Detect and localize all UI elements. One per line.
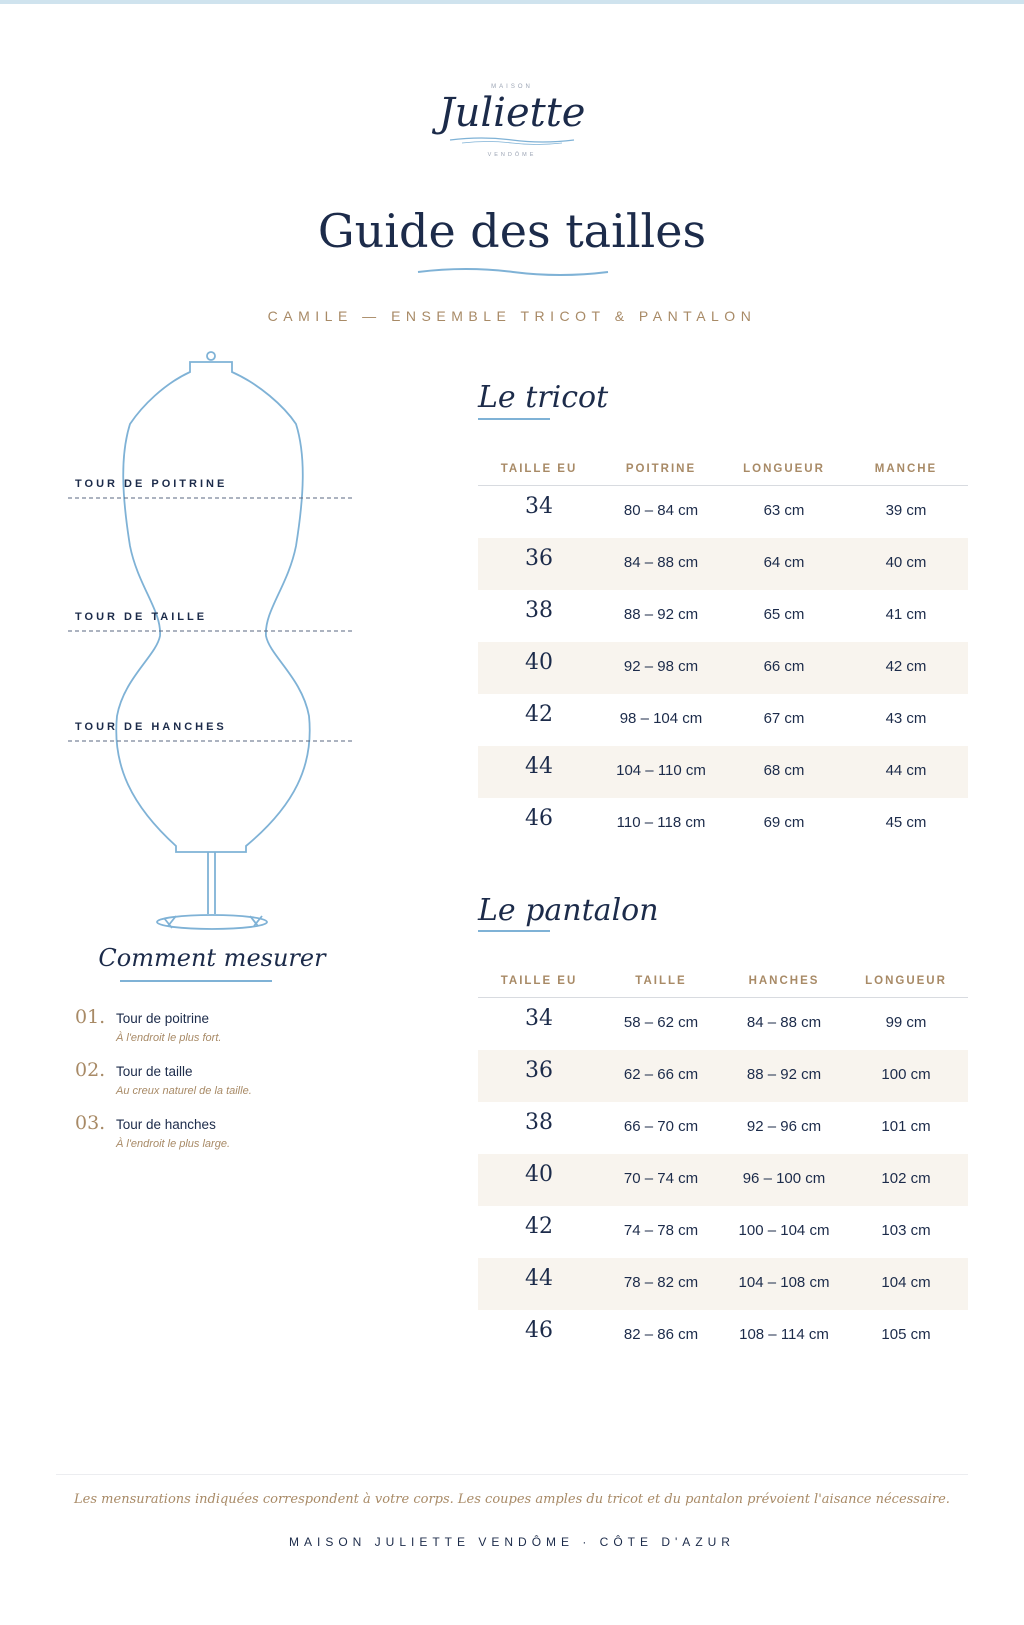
- table-cell: 92 – 96 cm: [746, 1118, 822, 1135]
- table-cell: 67 cm: [763, 710, 805, 727]
- column-header: LONGUEUR: [865, 975, 947, 987]
- table-row: [478, 538, 968, 590]
- table-cell: 99 cm: [885, 1014, 927, 1031]
- table-cell: 104 cm: [881, 1274, 931, 1291]
- column-header: TAILLE EU: [500, 463, 578, 475]
- product-subtitle: CAMILE — ENSEMBLE TRICOT & PANTALON: [267, 308, 757, 324]
- step-number: 01.: [75, 1006, 106, 1028]
- size-cell: 44: [525, 754, 553, 779]
- table-row: [478, 1310, 968, 1362]
- label-chest: TOUR DE POITRINE: [75, 478, 228, 490]
- size-cell: 42: [525, 702, 553, 727]
- column-header: POITRINE: [625, 463, 697, 475]
- section-underline: [478, 418, 550, 420]
- size-cell: 36: [525, 546, 553, 571]
- brand-wave-ornament: [448, 136, 576, 146]
- howto-step: [75, 1059, 375, 1107]
- table-cell: 42 cm: [885, 658, 927, 675]
- size-cell: 40: [525, 1162, 553, 1187]
- step-number: 02.: [75, 1059, 106, 1081]
- table-cell: 43 cm: [885, 710, 927, 727]
- step-title: Tour de hanches: [116, 1117, 216, 1132]
- table-cell: 70 – 74 cm: [623, 1170, 699, 1187]
- table-cell: 40 cm: [885, 554, 927, 571]
- table-cell: 98 – 104 cm: [619, 710, 703, 727]
- dress-form-illustration: [64, 346, 364, 936]
- table-cell: 66 – 70 cm: [623, 1118, 699, 1135]
- table-cell: 74 – 78 cm: [623, 1222, 699, 1239]
- table-cell: 44 cm: [885, 762, 927, 779]
- table-cell: 84 – 88 cm: [746, 1014, 822, 1031]
- table-cell: 88 – 92 cm: [623, 606, 699, 623]
- size-cell: 38: [525, 1110, 553, 1135]
- brand-bottom-word: VENDÔME: [487, 152, 537, 158]
- column-header: LONGUEUR: [743, 463, 825, 475]
- table-cell: 104 – 110 cm: [616, 762, 706, 779]
- table-row: [478, 694, 968, 746]
- size-cell: 46: [525, 1318, 553, 1343]
- table-cell: 41 cm: [885, 606, 927, 623]
- table-cell: 88 – 92 cm: [746, 1066, 822, 1083]
- table-row: [478, 746, 968, 798]
- column-header: TAILLE EU: [500, 975, 578, 987]
- table-row: [478, 486, 968, 538]
- table-cell: 45 cm: [885, 814, 927, 831]
- label-hips: TOUR DE HANCHES: [75, 721, 227, 733]
- table-header: [478, 455, 968, 486]
- table-cell: 64 cm: [763, 554, 805, 571]
- howto-title: Comment mesurer: [98, 944, 326, 972]
- table-row: [478, 642, 968, 694]
- size-cell: 34: [525, 494, 553, 519]
- step-number: 03.: [75, 1112, 106, 1134]
- column-header: TAILLE: [635, 975, 687, 987]
- table-cell: 82 – 86 cm: [623, 1326, 699, 1343]
- section-underline: [478, 930, 550, 932]
- table-cell: 69 cm: [763, 814, 805, 831]
- tricot-size-table: [478, 455, 968, 850]
- table-cell: 68 cm: [763, 762, 805, 779]
- step-title: Tour de taille: [116, 1064, 193, 1079]
- table-cell: 96 – 100 cm: [742, 1170, 826, 1187]
- table-row: [478, 798, 968, 850]
- table-cell: 66 cm: [763, 658, 805, 675]
- footer-note: Les mensurations indiquées correspondent à votre corps. Les coupes amples du tricot et du pantalon prévoient l'aisance nécessaire.: [74, 1492, 950, 1507]
- table-cell: 92 – 98 cm: [623, 658, 699, 675]
- size-cell: 42: [525, 1214, 553, 1239]
- footer-brand-line: MAISON JULIETTE VENDÔME · CÔTE D'AZUR: [289, 1535, 735, 1549]
- table-cell: 39 cm: [885, 502, 927, 519]
- size-cell: 38: [525, 598, 553, 623]
- table-cell: 103 cm: [881, 1222, 931, 1239]
- table-cell: 62 – 66 cm: [623, 1066, 699, 1083]
- size-cell: 36: [525, 1058, 553, 1083]
- table-cell: 105 cm: [881, 1326, 931, 1343]
- label-waist: TOUR DE TAILLE: [75, 611, 208, 623]
- table-cell: 80 – 84 cm: [623, 502, 699, 519]
- table-cell: 84 – 88 cm: [623, 554, 699, 571]
- table-cell: 108 – 114 cm: [739, 1326, 829, 1343]
- step-description: À l'endroit le plus large.: [116, 1138, 230, 1150]
- size-cell: 46: [525, 806, 553, 831]
- size-cell: 44: [525, 1266, 553, 1291]
- table-row: [478, 1154, 968, 1206]
- table-row: [478, 998, 968, 1050]
- size-cell: 34: [525, 1006, 553, 1031]
- title-wave-underline: [416, 266, 610, 278]
- table-cell: 100 – 104 cm: [738, 1222, 830, 1239]
- brand-logo-name: Juliette: [438, 90, 586, 136]
- table-cell: 78 – 82 cm: [623, 1274, 699, 1291]
- table-row: [478, 1206, 968, 1258]
- table-cell: 102 cm: [881, 1170, 931, 1187]
- table-cell: 65 cm: [763, 606, 805, 623]
- column-header: HANCHES: [748, 975, 820, 987]
- step-title: Tour de poitrine: [116, 1011, 210, 1026]
- size-cell: 40: [525, 650, 553, 675]
- table-cell: 101 cm: [881, 1118, 931, 1135]
- table-cell: 63 cm: [763, 502, 805, 519]
- section-title-tricot: Le tricot: [478, 380, 609, 415]
- pantalon-size-table: [478, 967, 968, 1362]
- page-title: Guide des tailles: [317, 204, 707, 258]
- footer-divider: [56, 1474, 968, 1475]
- howto-step: [75, 1112, 375, 1160]
- howto-underline: [120, 980, 272, 982]
- column-header: MANCHE: [874, 463, 938, 475]
- table-row: [478, 590, 968, 642]
- brand-top-word: MAISON: [491, 84, 533, 90]
- howto-step: [75, 1006, 375, 1054]
- table-row: [478, 1050, 968, 1102]
- table-cell: 110 – 118 cm: [616, 814, 706, 831]
- table-cell: 104 – 108 cm: [738, 1274, 830, 1291]
- top-accent-bar: [0, 0, 1024, 4]
- table-header: [478, 967, 968, 998]
- table-row: [478, 1258, 968, 1310]
- section-title-pantalon: Le pantalon: [478, 893, 659, 928]
- table-cell: 58 – 62 cm: [623, 1014, 699, 1031]
- table-row: [478, 1102, 968, 1154]
- step-description: À l'endroit le plus fort.: [116, 1032, 222, 1044]
- step-description: Au creux naturel de la taille.: [116, 1085, 252, 1097]
- table-cell: 100 cm: [881, 1066, 931, 1083]
